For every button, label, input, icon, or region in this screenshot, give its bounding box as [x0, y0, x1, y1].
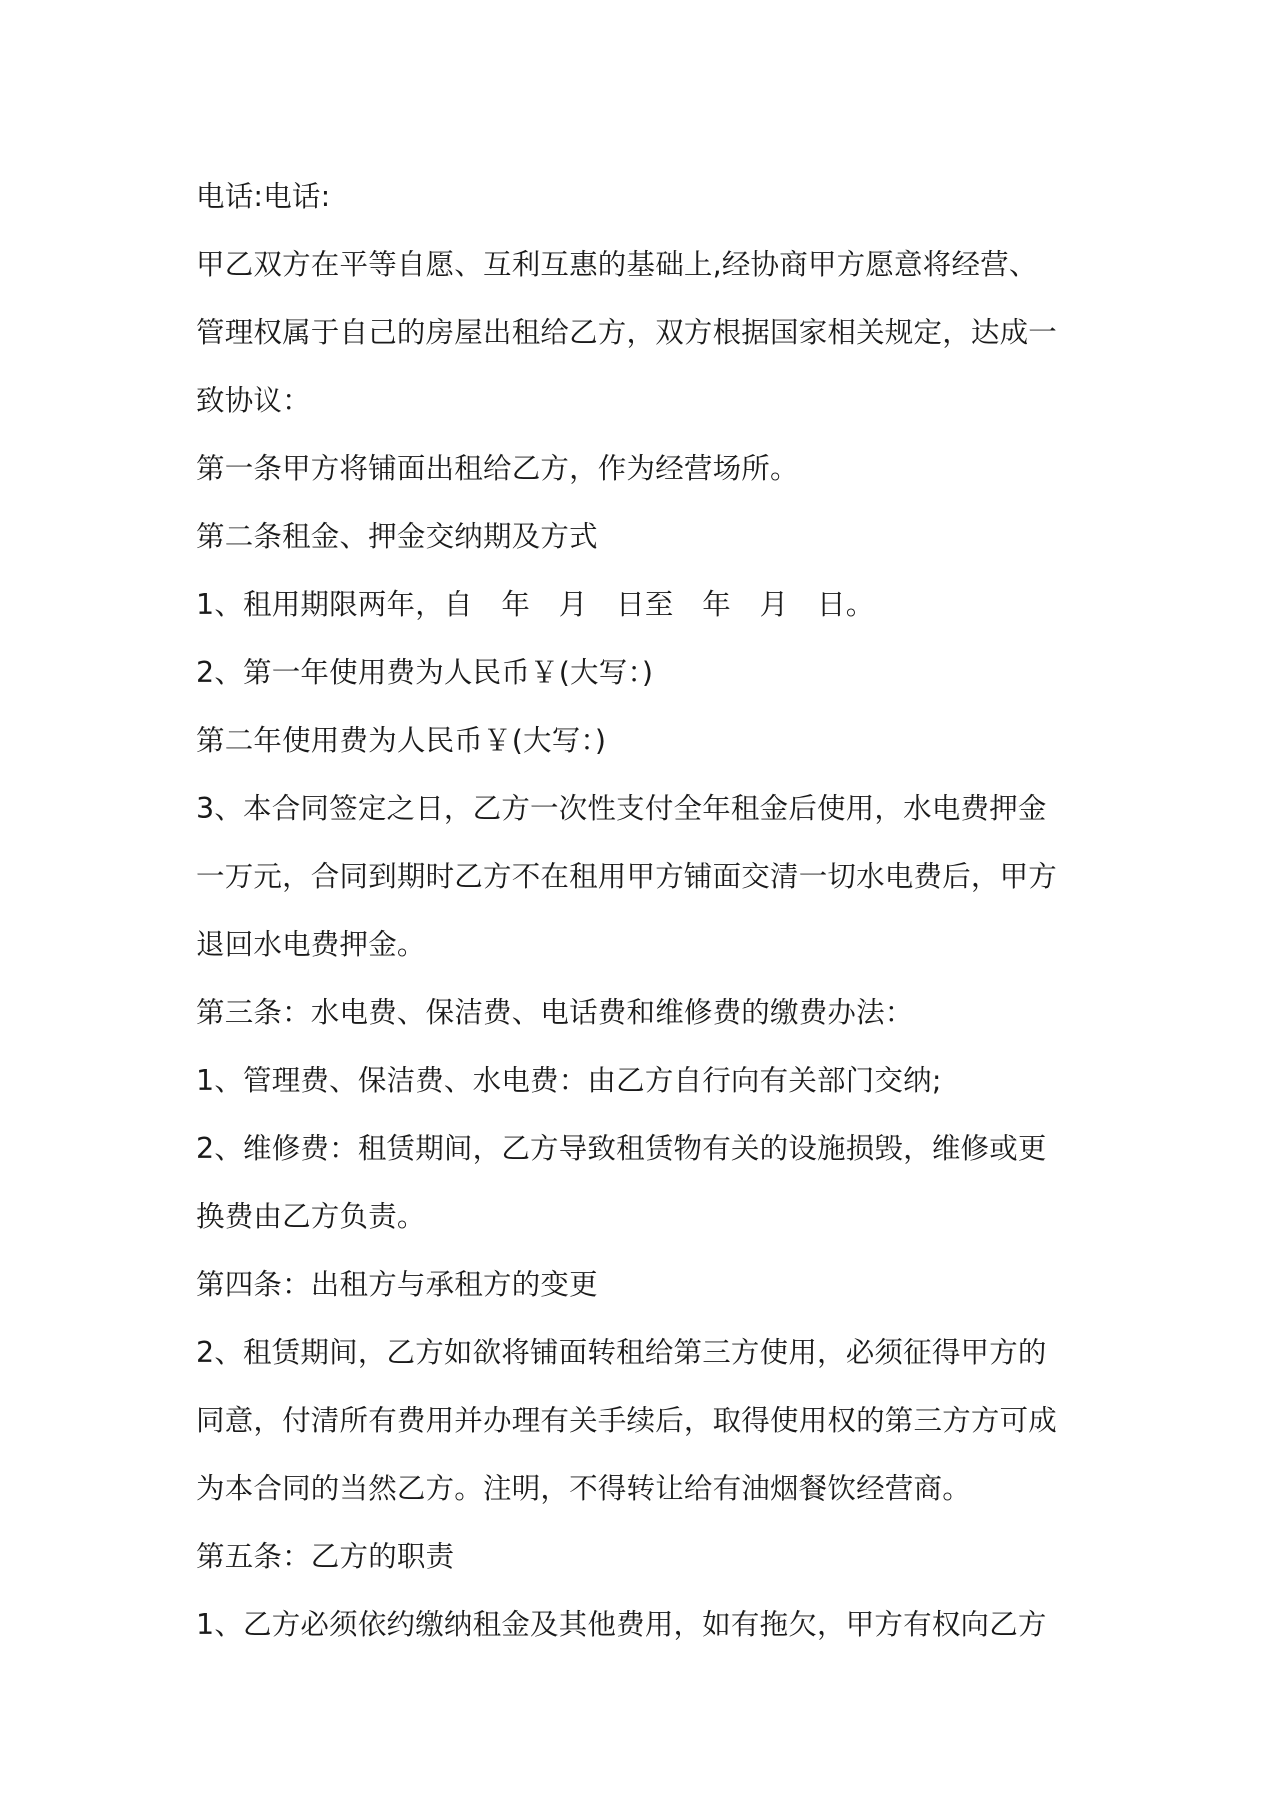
article-2-item-2: 2、第一年使用费为人民币￥(大写：) — [196, 656, 654, 689]
document-body — [196, 163, 1096, 1659]
article-3-item-1: 1、管理费、保洁费、水电费：由乙方自行向有关部门交纳; — [196, 1064, 942, 1097]
article-2-item-1: 1、租用期限两年，自 年 月 日至 年 月 日。 — [196, 588, 875, 621]
article-2-item-3-line-1: 3、本合同签定之日，乙方一次性支付全年租金后使用，水电费押金 — [196, 792, 1047, 825]
article-2-heading: 第二条租金、押金交纳期及方式 — [196, 520, 598, 553]
article-5-heading: 第五条：乙方的职责 — [196, 1540, 455, 1573]
phone-line: 电话:电话: — [196, 180, 331, 213]
preamble-line-1: 甲乙双方在平等自愿、互利互惠的基础上,经协商甲方愿意将经营、 — [196, 248, 1038, 281]
article-4-item-2-line-2: 同意，付清所有费用并办理有关手续后，取得使用权的第三方方可成 — [196, 1404, 1058, 1437]
article-3-heading: 第三条：水电费、保洁费、电话费和维修费的缴费办法： — [196, 996, 914, 1029]
preamble-line-2: 管理权属于自己的房屋出租给乙方，双方根据国家相关规定，达成一 — [196, 316, 1058, 349]
article-4-item-2-line-3: 为本合同的当然乙方。注明，不得转让给有油烟餐饮经营商。 — [196, 1472, 971, 1505]
article-4-heading: 第四条：出租方与承租方的变更 — [196, 1268, 598, 1301]
article-2-item-3-line-2: 一万元，合同到期时乙方不在租用甲方铺面交清一切水电费后，甲方 — [196, 860, 1058, 893]
article-1-line: 第一条甲方将铺面出租给乙方，作为经营场所。 — [196, 452, 799, 485]
article-3-item-2-line-2: 换费由乙方负责。 — [196, 1200, 426, 1233]
article-2-item-3-line-3: 退回水电费押金。 — [196, 928, 426, 961]
article-2-item-2-cont: 第二年使用费为人民币￥(大写：) — [196, 724, 607, 757]
article-4-item-2-line-1: 2、租赁期间，乙方如欲将铺面转租给第三方使用，必须征得甲方的 — [196, 1336, 1047, 1369]
article-3-item-2-line-1: 2、维修费：租赁期间，乙方导致租赁物有关的设施损毁，维修或更 — [196, 1132, 1047, 1165]
article-5-item-1-line-1: 1、乙方必须依约缴纳租金及其他费用，如有拖欠，甲方有权向乙方 — [196, 1608, 1047, 1641]
preamble-line-3: 致协议： — [196, 384, 311, 417]
